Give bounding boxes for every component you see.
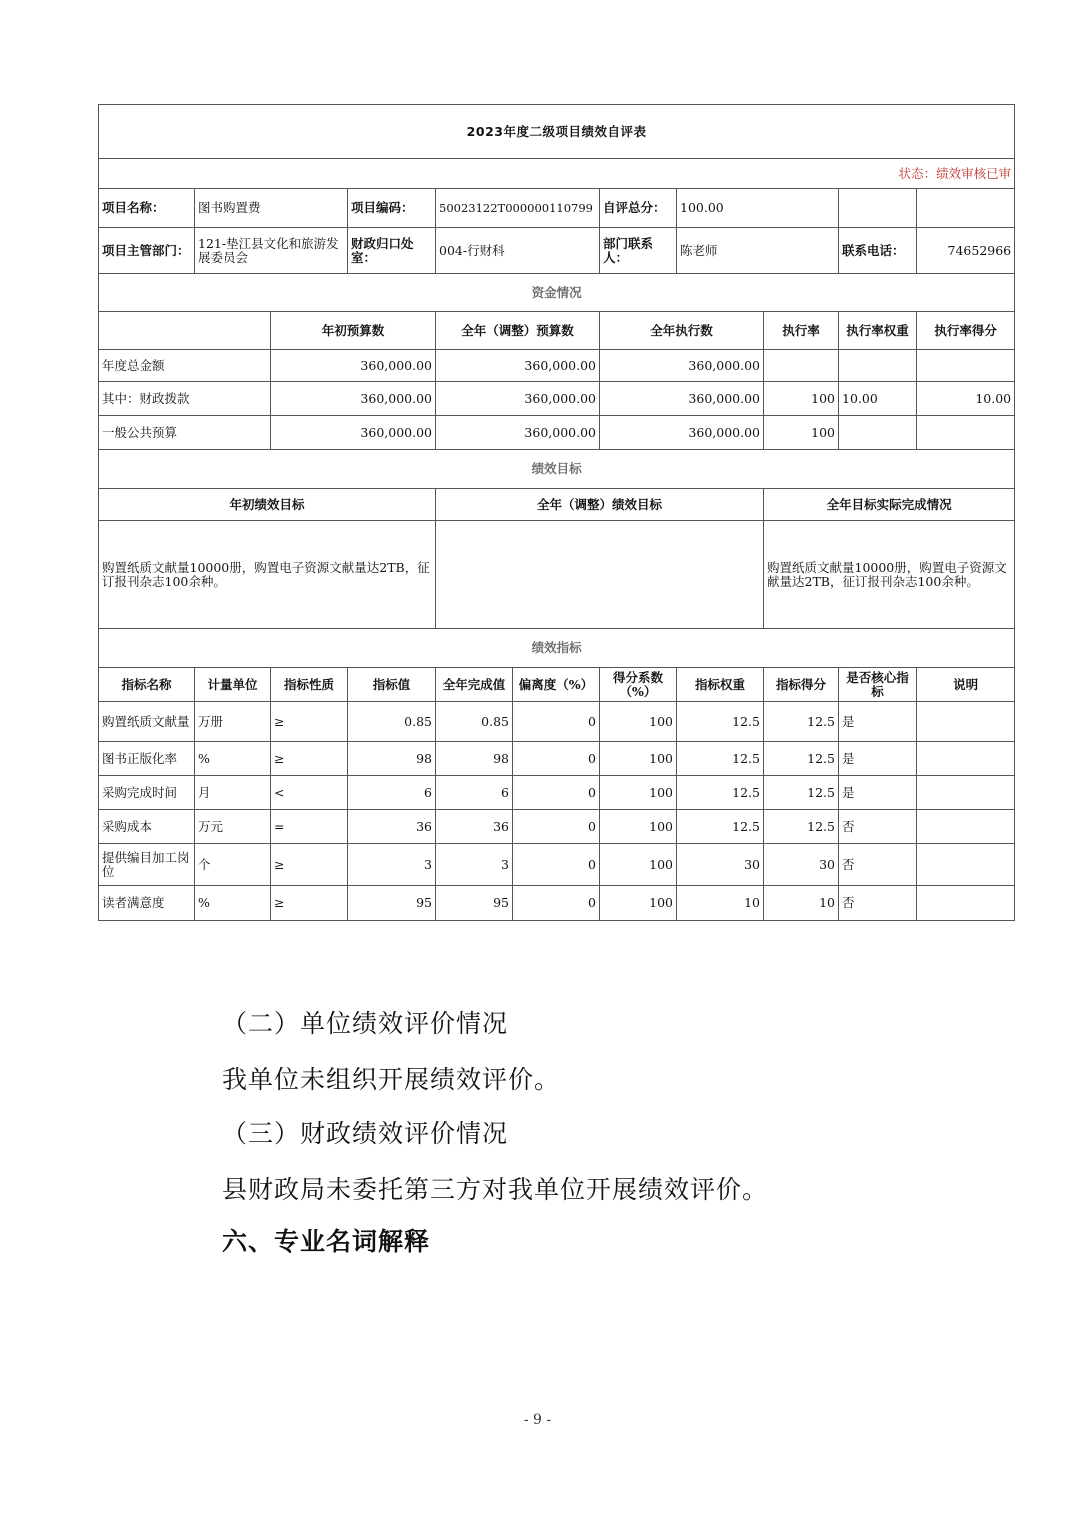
funds-adjusted: 360,000.00 (436, 382, 600, 416)
project-code-value: 50023122T000000110799 (436, 189, 600, 228)
table-row (99, 742, 1015, 776)
ind-score: 12.5 (764, 702, 839, 742)
ind-name: 图书正版化率 (99, 742, 195, 776)
ind-name: 读者满意度 (99, 886, 195, 921)
ind-dev: 0 (513, 886, 600, 921)
funds-section-title: 资金情况 (99, 274, 1015, 312)
dept-label: 项目主管部门： (99, 228, 195, 274)
ind-note (917, 776, 1015, 810)
funds-executed: 360,000.00 (600, 382, 764, 416)
ind-nature: < (271, 776, 348, 810)
table-row (99, 382, 1015, 416)
table-row (99, 886, 1015, 921)
ind-weight: 30 (677, 844, 764, 886)
goals-actual-text: 购置纸质文献量10000册，购置电子资源文献量达2TB，征订报刊杂志100余种。 (764, 521, 1015, 629)
funds-header-adjusted: 全年（调整）预算数 (436, 312, 600, 350)
goals-header-adjusted: 全年（调整）绩效目标 (436, 489, 764, 521)
performance-evaluation-table (98, 104, 1015, 921)
ind-score: 12.5 (764, 776, 839, 810)
ind-coef: 100 (600, 742, 677, 776)
ind-core: 否 (839, 810, 917, 844)
funds-header-rate: 执行率 (764, 312, 839, 350)
ind-name: 购置纸质文献量 (99, 702, 195, 742)
ind-header-coef: 得分系数（%） (600, 668, 677, 702)
ind-name: 采购完成时间 (99, 776, 195, 810)
ind-done: 0.85 (436, 702, 513, 742)
ind-header-unit: 计量单位 (195, 668, 271, 702)
ind-value: 6 (348, 776, 436, 810)
ind-coef: 100 (600, 844, 677, 886)
ind-weight: 10 (677, 886, 764, 921)
indicators-section-title: 绩效指标 (99, 629, 1015, 668)
ind-dev: 0 (513, 776, 600, 810)
ind-value: 98 (348, 742, 436, 776)
ind-weight: 12.5 (677, 810, 764, 844)
ind-score: 30 (764, 844, 839, 886)
funds-row-label: 其中：财政拨款 (99, 382, 271, 416)
table-title: 2023年度二级项目绩效自评表 (99, 105, 1015, 159)
ind-note (917, 702, 1015, 742)
ind-nature: ≥ (271, 886, 348, 921)
page-number: - 9 - (523, 1412, 552, 1428)
funds-header-weight: 执行率权重 (839, 312, 917, 350)
funds-header-initial: 年初预算数 (271, 312, 436, 350)
self-score-label: 自评总分： (600, 189, 677, 228)
ind-done: 6 (436, 776, 513, 810)
ind-nature: ≥ (271, 844, 348, 886)
project-code-label: 项目编码： (348, 189, 436, 228)
section-heading-glossary: 六、专业名词解释 (222, 1227, 431, 1256)
funds-adjusted: 360,000.00 (436, 350, 600, 382)
funds-row-label: 年度总金额 (99, 350, 271, 382)
ind-header-name: 指标名称 (99, 668, 195, 702)
section-heading-finance-evaluation: （三）财政绩效评价情况 (222, 1119, 509, 1148)
project-name-value: 图书购置费 (195, 189, 348, 228)
empty-cell (839, 189, 917, 228)
table-row (99, 702, 1015, 742)
contact-label: 部门联系人： (600, 228, 677, 274)
ind-value: 36 (348, 810, 436, 844)
ind-name: 采购成本 (99, 810, 195, 844)
ind-unit: % (195, 886, 271, 921)
ind-dev: 0 (513, 742, 600, 776)
ind-dev: 0 (513, 702, 600, 742)
ind-header-value: 指标值 (348, 668, 436, 702)
ind-value: 95 (348, 886, 436, 921)
ind-coef: 100 (600, 810, 677, 844)
ind-dev: 0 (513, 810, 600, 844)
table-row (99, 350, 1015, 382)
table-row (99, 844, 1015, 886)
ind-core: 是 (839, 776, 917, 810)
ind-header-nature: 指标性质 (271, 668, 348, 702)
table-row (99, 416, 1015, 450)
goals-initial-text: 购置纸质文献量10000册，购置电子资源文献量达2TB，征订报刊杂志100余种。 (99, 521, 436, 629)
ind-nature: = (271, 810, 348, 844)
ind-header-note: 说明 (917, 668, 1015, 702)
ind-unit: 万册 (195, 702, 271, 742)
funds-header-executed: 全年执行数 (600, 312, 764, 350)
ind-note (917, 844, 1015, 886)
self-score-value: 100.00 (677, 189, 839, 228)
funds-weight (839, 416, 917, 450)
ind-note (917, 886, 1015, 921)
table-row (99, 776, 1015, 810)
funds-rate: 100 (764, 382, 839, 416)
goals-header-actual: 全年目标实际完成情况 (764, 489, 1015, 521)
ind-score: 12.5 (764, 810, 839, 844)
ind-header-weight: 指标权重 (677, 668, 764, 702)
ind-core: 是 (839, 742, 917, 776)
ind-done: 95 (436, 886, 513, 921)
empty-cell (99, 312, 271, 350)
ind-core: 否 (839, 886, 917, 921)
funds-executed: 360,000.00 (600, 350, 764, 382)
funds-score (917, 350, 1015, 382)
finance-office-value: 004-行财科 (436, 228, 600, 274)
ind-name: 提供编目加工岗位 (99, 844, 195, 886)
dept-value: 121-垫江县文化和旅游发展委员会 (195, 228, 348, 274)
ind-nature: ≥ (271, 702, 348, 742)
funds-initial: 360,000.00 (271, 350, 436, 382)
funds-weight (839, 350, 917, 382)
funds-executed: 360,000.00 (600, 416, 764, 450)
goals-section-title: 绩效目标 (99, 450, 1015, 489)
ind-unit: 个 (195, 844, 271, 886)
ind-score: 12.5 (764, 742, 839, 776)
ind-header-score: 指标得分 (764, 668, 839, 702)
ind-value: 3 (348, 844, 436, 886)
finance-office-label: 财政归口处室： (348, 228, 436, 274)
funds-initial: 360,000.00 (271, 416, 436, 450)
ind-coef: 100 (600, 886, 677, 921)
ind-weight: 12.5 (677, 702, 764, 742)
ind-core: 否 (839, 844, 917, 886)
ind-unit: 月 (195, 776, 271, 810)
empty-cell (917, 189, 1015, 228)
funds-header-score: 执行率得分 (917, 312, 1015, 350)
ind-header-dev: 偏离度（%） (513, 668, 600, 702)
section-heading-unit-evaluation: （二）单位绩效评价情况 (222, 1009, 509, 1038)
goals-adjusted-text (436, 521, 764, 629)
funds-rate (764, 350, 839, 382)
ind-done: 98 (436, 742, 513, 776)
ind-nature: ≥ (271, 742, 348, 776)
goals-header-initial: 年初绩效目标 (99, 489, 436, 521)
funds-initial: 360,000.00 (271, 382, 436, 416)
ind-done: 36 (436, 810, 513, 844)
project-name-label: 项目名称： (99, 189, 195, 228)
ind-value: 0.85 (348, 702, 436, 742)
ind-core: 是 (839, 702, 917, 742)
paragraph-unit-evaluation: 我单位未组织开展绩效评价。 (222, 1065, 561, 1094)
funds-score (917, 416, 1015, 450)
ind-unit: % (195, 742, 271, 776)
ind-header-core: 是否核心指标 (839, 668, 917, 702)
ind-coef: 100 (600, 776, 677, 810)
funds-row-label: 一般公共预算 (99, 416, 271, 450)
status-badge: 状态：绩效审核已审 (99, 159, 1015, 189)
contact-value: 陈老师 (677, 228, 839, 274)
ind-weight: 12.5 (677, 742, 764, 776)
ind-weight: 12.5 (677, 776, 764, 810)
ind-unit: 万元 (195, 810, 271, 844)
paragraph-finance-evaluation: 县财政局未委托第三方对我单位开展绩效评价。 (222, 1175, 769, 1204)
ind-done: 3 (436, 844, 513, 886)
funds-adjusted: 360,000.00 (436, 416, 600, 450)
ind-dev: 0 (513, 844, 600, 886)
ind-score: 10 (764, 886, 839, 921)
funds-rate: 100 (764, 416, 839, 450)
phone-value: 74652966 (917, 228, 1015, 274)
table-row (99, 810, 1015, 844)
ind-note (917, 742, 1015, 776)
ind-header-done: 全年完成值 (436, 668, 513, 702)
funds-weight: 10.00 (839, 382, 917, 416)
phone-label: 联系电话： (839, 228, 917, 274)
ind-note (917, 810, 1015, 844)
ind-coef: 100 (600, 702, 677, 742)
funds-score: 10.00 (917, 382, 1015, 416)
